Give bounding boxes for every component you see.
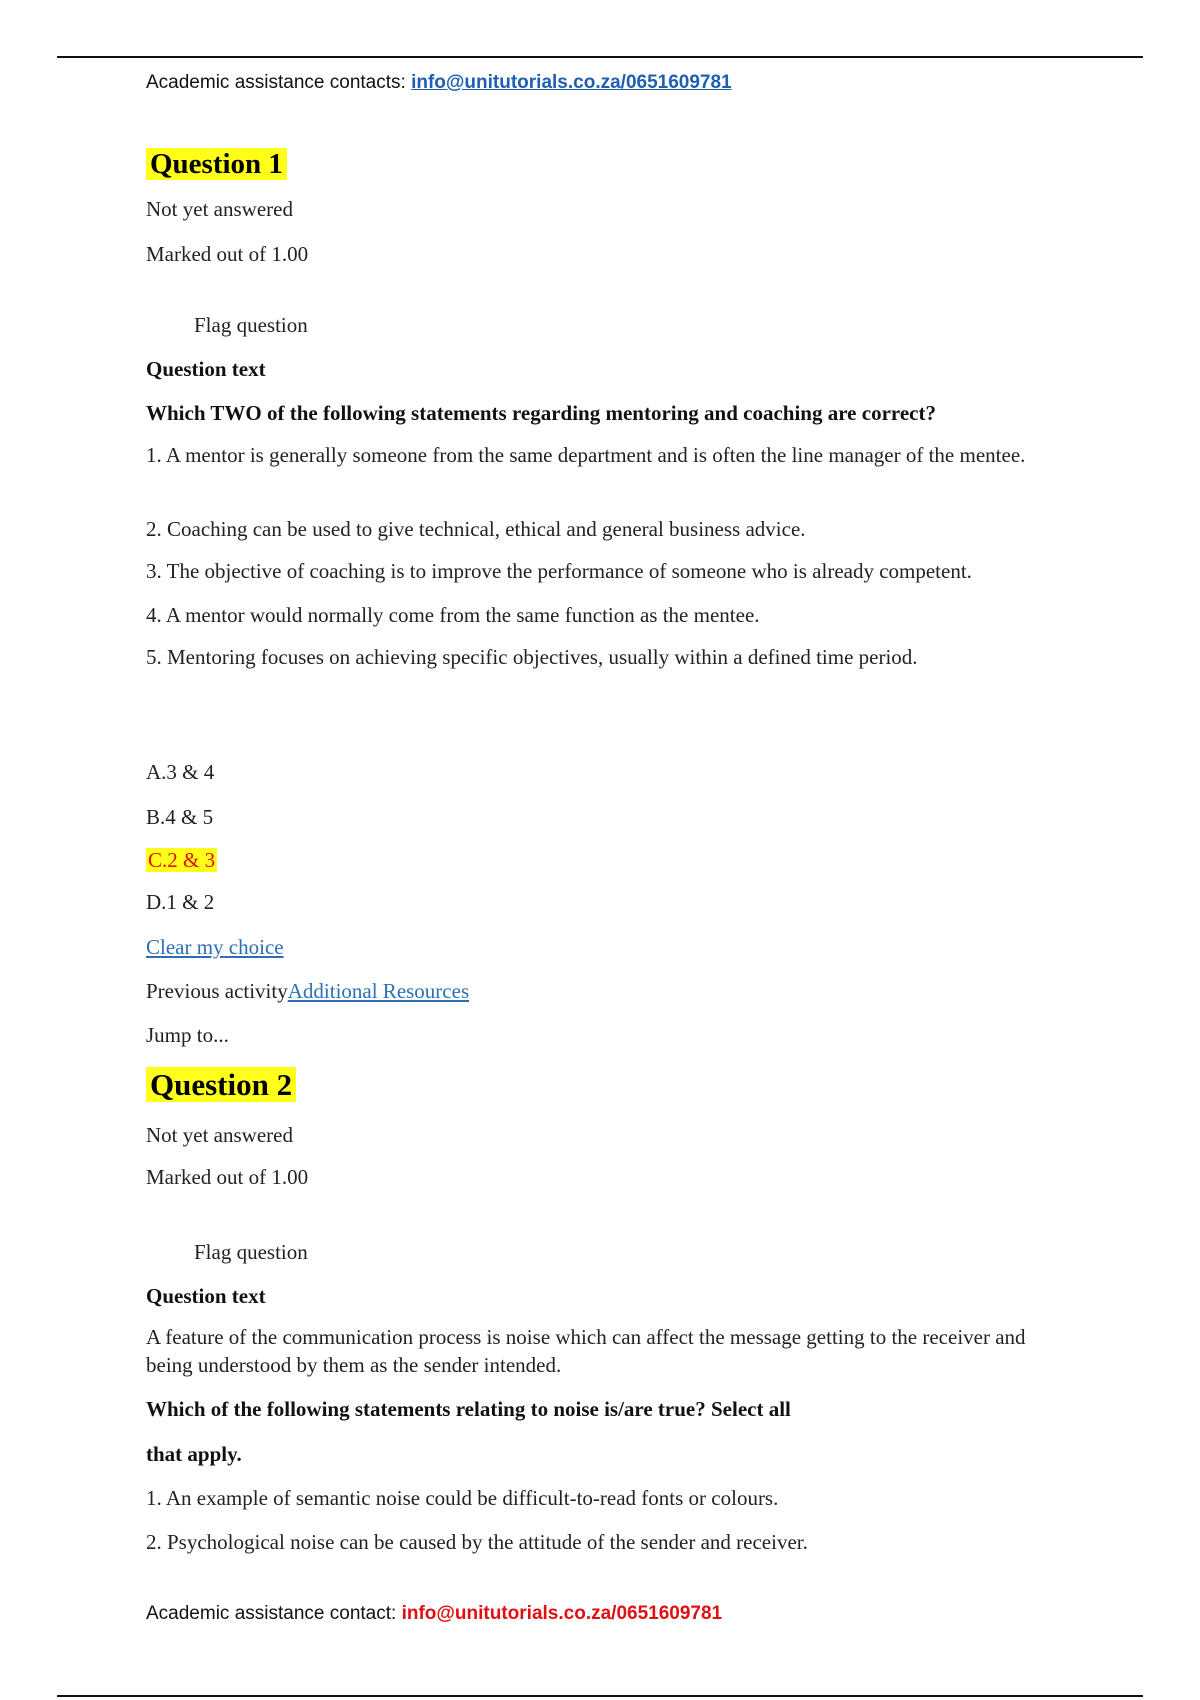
header-contact-line <box>146 69 732 97</box>
question-2-prompt-line-1: Which of the following statements relating to noise is/are true? Select all <box>146 1397 791 1421</box>
question-2-text-label: Question text <box>146 1284 266 1308</box>
question-1-statement-5: 5. Mentoring focuses on achieving specific objectives, usually within a defined time period. <box>146 645 918 669</box>
question-1-marks: Marked out of 1.00 <box>146 242 309 266</box>
clear-choice-link[interactable]: Clear my choice <box>146 935 284 959</box>
question-1-statement-4: 4. A mentor would normally come from the same function as the mentee. <box>146 603 760 627</box>
question-2-status: Not yet answered <box>146 1123 293 1147</box>
previous-activity-link[interactable]: Previous activity <box>146 979 288 1003</box>
question-2-title <box>146 1066 296 1104</box>
question-1-option-c-label: C.2 & 3 <box>148 848 216 872</box>
question-1-option-a[interactable]: A.3 & 4 <box>146 760 215 784</box>
jump-to-select[interactable]: Jump to... <box>146 1023 229 1047</box>
top-rule <box>57 56 1143 58</box>
question-2-statement-1: 1. An example of semantic noise could be difficult-to-read fonts or colours. <box>146 1486 779 1510</box>
question-2-statement-2: 2. Psychological noise can be caused by the attitude of the sender and receiver. <box>146 1530 808 1554</box>
header-label: Academic assistance contacts: <box>146 72 412 93</box>
question-1-statement-1: 1. A mentor is generally someone from the same department and is often the line manager of the mentee. <box>146 443 1026 467</box>
question-2-prompt-line-2: that apply. <box>146 1442 242 1466</box>
additional-resources-link[interactable]: Additional Resources <box>287 979 470 1003</box>
question-2-flag-button[interactable]: Flag question <box>194 1240 308 1264</box>
question-1-prompt: Which TWO of the following statements regarding mentoring and coaching are correct? <box>146 401 936 425</box>
question-1-flag-button[interactable]: Flag question <box>194 313 308 337</box>
question-1-status: Not yet answered <box>146 197 293 221</box>
question-2-title-text: Question 2 <box>146 1067 296 1102</box>
bottom-rule <box>57 1695 1143 1697</box>
activity-navigation <box>146 977 469 1005</box>
header-contact-link[interactable]: info@unitutorials.co.za/0651609781 <box>411 72 732 93</box>
question-1-title-text: Question 1 <box>146 148 287 180</box>
question-2-intro: A feature of the communication process is noise which can affect the message getting to the receiver and being understood by them as the sender intended. <box>146 1325 1026 1377</box>
footer-label: Academic assistance contact: <box>146 1603 402 1624</box>
question-1-option-c[interactable] <box>146 846 217 874</box>
question-1-statement-2: 2. Coaching can be used to give technical, ethical and general business advice. <box>146 517 806 541</box>
footer-contact-link[interactable]: info@unitutorials.co.za/0651609781 <box>401 1603 723 1624</box>
question-1-text-label: Question text <box>146 357 266 381</box>
question-1-option-b[interactable]: B.4 & 5 <box>146 805 214 829</box>
question-1-title <box>146 146 287 182</box>
footer-contact-line <box>146 1600 722 1628</box>
question-1-option-d[interactable]: D.1 & 2 <box>146 890 215 914</box>
question-2-marks: Marked out of 1.00 <box>146 1165 309 1189</box>
question-1-statement-3: 3. The objective of coaching is to improve the performance of someone who is already competent. <box>146 559 972 583</box>
